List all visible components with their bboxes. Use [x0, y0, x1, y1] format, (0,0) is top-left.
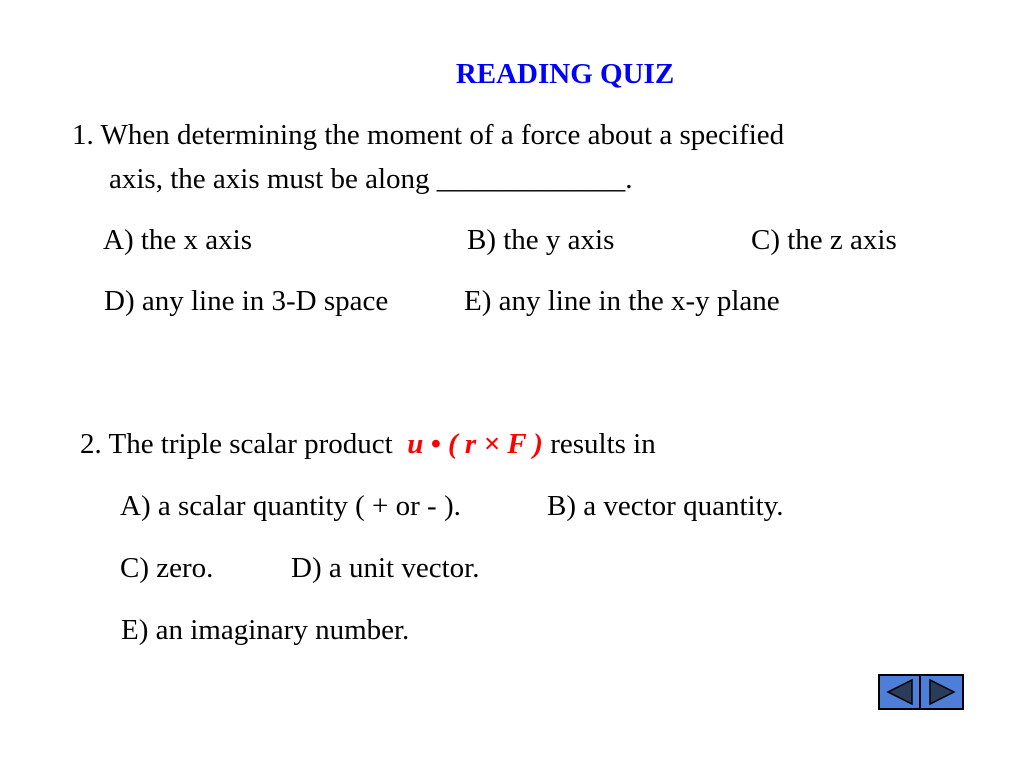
left-triangle-icon [885, 678, 915, 706]
q1-option-e: E) any line in the x-y plane [464, 285, 780, 317]
q1-stem-line2: axis, the axis must be along _____________. [109, 163, 633, 195]
q1-option-c: C) the z axis [751, 224, 897, 256]
previous-slide-button[interactable] [878, 674, 921, 710]
slide-navigation [878, 674, 964, 710]
q2-option-c: C) zero. [120, 552, 214, 584]
triple-product-expression: u • ( r × F ) [407, 428, 543, 460]
q2-option-d: D) a unit vector. [291, 552, 480, 584]
q2-option-a: A) a scalar quantity ( + or - ). [120, 490, 461, 522]
q2-stem [80, 428, 656, 461]
q1-option-d: D) any line in 3-D space [104, 285, 389, 317]
q1-option-a: A) the x axis [103, 224, 252, 256]
q2-option-e: E) an imaginary number. [121, 614, 410, 646]
q2-option-b: B) a vector quantity. [547, 490, 784, 522]
q2-stem-suffix: results in [550, 428, 656, 460]
slide-title: READING QUIZ [455, 58, 675, 90]
next-slide-button[interactable] [921, 674, 964, 710]
q2-stem-prefix: 2. The triple scalar product [80, 428, 393, 460]
right-triangle-icon [927, 678, 957, 706]
q1-stem-line1: 1. When determining the moment of a force about a specified [72, 119, 785, 151]
q1-option-b: B) the y axis [467, 224, 615, 256]
